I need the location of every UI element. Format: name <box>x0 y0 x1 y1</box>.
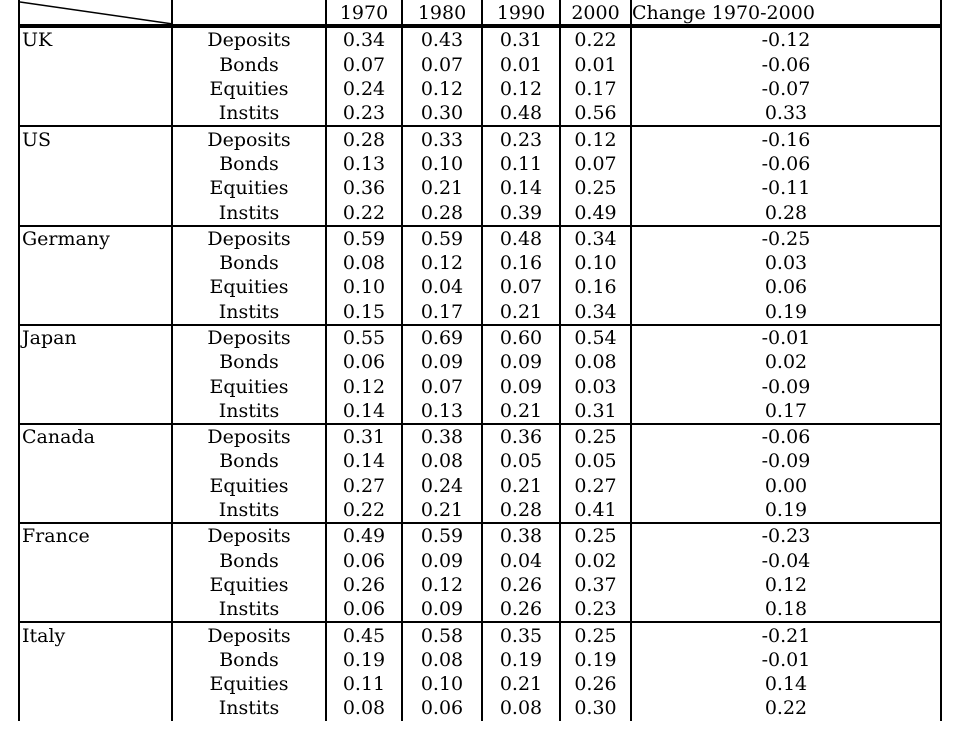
country-cell-empty <box>19 152 172 176</box>
value-cell: 0.33 <box>402 126 482 151</box>
category-cell: Instits <box>172 498 326 523</box>
value-cell: 0.59 <box>402 523 482 548</box>
country-cell-empty <box>19 77 172 101</box>
value-cell: 0.08 <box>482 696 560 720</box>
value-cell: 0.21 <box>482 399 560 424</box>
change-cell: 0.28 <box>631 200 941 225</box>
value-cell: 0.07 <box>402 53 482 77</box>
country-cell-empty <box>19 300 172 325</box>
value-cell: 0.49 <box>326 523 402 548</box>
value-cell: 0.25 <box>560 424 631 449</box>
category-cell: Deposits <box>172 622 326 647</box>
change-cell: 0.14 <box>631 672 941 696</box>
value-cell: 0.37 <box>560 573 631 597</box>
value-cell: 0.34 <box>560 226 631 251</box>
category-cell: Bonds <box>172 350 326 374</box>
category-cell: Deposits <box>172 523 326 548</box>
value-cell: 0.12 <box>402 573 482 597</box>
value-cell: 0.28 <box>482 498 560 523</box>
value-cell: 0.08 <box>326 251 402 275</box>
value-cell: 0.59 <box>326 226 402 251</box>
category-cell: Equities <box>172 77 326 101</box>
value-cell: 0.04 <box>402 275 482 299</box>
value-cell: 0.13 <box>402 399 482 424</box>
value-cell: 0.01 <box>482 53 560 77</box>
value-cell: 0.23 <box>326 101 402 126</box>
category-cell: Bonds <box>172 648 326 672</box>
value-cell: 0.17 <box>402 300 482 325</box>
value-cell: 0.21 <box>482 672 560 696</box>
category-cell: Instits <box>172 101 326 126</box>
change-cell: 0.18 <box>631 597 941 622</box>
value-cell: 0.01 <box>560 53 631 77</box>
value-cell: 0.08 <box>560 350 631 374</box>
table-row <box>19 696 941 720</box>
country-cell: Italy <box>19 622 172 647</box>
value-cell: 0.43 <box>402 26 482 52</box>
value-cell: 0.11 <box>326 672 402 696</box>
diagonal-corner-cell <box>19 0 172 26</box>
value-cell: 0.08 <box>402 449 482 473</box>
value-cell: 0.14 <box>326 449 402 473</box>
value-cell: 0.25 <box>560 622 631 647</box>
change-cell: 0.33 <box>631 101 941 126</box>
category-cell: Bonds <box>172 152 326 176</box>
table-row <box>19 374 941 398</box>
table-row <box>19 126 941 151</box>
value-cell: 0.07 <box>482 275 560 299</box>
country-cell: UK <box>19 26 172 52</box>
country-cell: Germany <box>19 226 172 251</box>
value-cell: 0.26 <box>482 597 560 622</box>
value-cell: 0.12 <box>402 251 482 275</box>
country-cell: US <box>19 126 172 151</box>
category-cell: Instits <box>172 300 326 325</box>
table-row <box>19 101 941 126</box>
change-cell: -0.06 <box>631 424 941 449</box>
table-row <box>19 622 941 647</box>
change-cell: -0.09 <box>631 374 941 398</box>
category-cell: Equities <box>172 176 326 200</box>
country-cell-empty <box>19 597 172 622</box>
header-row <box>19 0 941 26</box>
table-row <box>19 176 941 200</box>
country-cell-empty <box>19 449 172 473</box>
value-cell: 0.34 <box>326 26 402 52</box>
value-cell: 0.28 <box>326 126 402 151</box>
value-cell: 0.24 <box>402 474 482 498</box>
category-cell: Deposits <box>172 325 326 350</box>
value-cell: 0.21 <box>482 474 560 498</box>
change-cell: -0.16 <box>631 126 941 151</box>
value-cell: 0.41 <box>560 498 631 523</box>
value-cell: 0.03 <box>560 374 631 398</box>
value-cell: 0.26 <box>326 573 402 597</box>
value-cell: 0.56 <box>560 101 631 126</box>
value-cell: 0.48 <box>482 226 560 251</box>
category-cell: Instits <box>172 200 326 225</box>
value-cell: 0.13 <box>326 152 402 176</box>
change-cell: 0.22 <box>631 696 941 720</box>
category-cell: Deposits <box>172 26 326 52</box>
value-cell: 0.23 <box>560 597 631 622</box>
value-cell: 0.25 <box>560 523 631 548</box>
value-cell: 0.21 <box>482 300 560 325</box>
change-cell: -0.07 <box>631 77 941 101</box>
diagonal-line <box>20 0 173 26</box>
value-cell: 0.27 <box>560 474 631 498</box>
table-row <box>19 350 941 374</box>
value-cell: 0.06 <box>326 549 402 573</box>
country-cell-empty <box>19 549 172 573</box>
value-cell: 0.31 <box>326 424 402 449</box>
table-row <box>19 549 941 573</box>
value-cell: 0.07 <box>560 152 631 176</box>
country-cell-empty <box>19 101 172 126</box>
category-cell: Equities <box>172 374 326 398</box>
country-cell-empty <box>19 399 172 424</box>
country-cell-empty <box>19 275 172 299</box>
value-cell: 0.10 <box>560 251 631 275</box>
table-row <box>19 26 941 52</box>
table-row <box>19 597 941 622</box>
change-cell: -0.01 <box>631 648 941 672</box>
data-table-container <box>18 0 942 721</box>
category-cell: Equities <box>172 573 326 597</box>
category-cell: Bonds <box>172 549 326 573</box>
change-cell: 0.00 <box>631 474 941 498</box>
table-row <box>19 573 941 597</box>
value-cell: 0.08 <box>326 696 402 720</box>
value-cell: 0.19 <box>560 648 631 672</box>
change-cell: 0.03 <box>631 251 941 275</box>
category-cell: Equities <box>172 672 326 696</box>
value-cell: 0.35 <box>482 622 560 647</box>
table-row <box>19 152 941 176</box>
category-cell: Equities <box>172 275 326 299</box>
table-row <box>19 498 941 523</box>
change-cell: -0.04 <box>631 549 941 573</box>
value-cell: 0.19 <box>482 648 560 672</box>
value-cell: 0.14 <box>326 399 402 424</box>
category-header-cell <box>172 0 326 26</box>
country-cell-empty <box>19 696 172 720</box>
value-cell: 0.45 <box>326 622 402 647</box>
change-cell: -0.06 <box>631 53 941 77</box>
value-cell: 0.30 <box>560 696 631 720</box>
value-cell: 0.31 <box>482 26 560 52</box>
value-cell: 0.28 <box>402 200 482 225</box>
table-row <box>19 275 941 299</box>
value-cell: 0.10 <box>402 152 482 176</box>
country-cell-empty <box>19 498 172 523</box>
value-cell: 0.30 <box>402 101 482 126</box>
value-cell: 0.09 <box>402 549 482 573</box>
table-row <box>19 300 941 325</box>
header-year-2000: 2000 <box>560 0 631 26</box>
value-cell: 0.60 <box>482 325 560 350</box>
change-cell: 0.12 <box>631 573 941 597</box>
country-cell: Japan <box>19 325 172 350</box>
value-cell: 0.09 <box>482 374 560 398</box>
country-cell-empty <box>19 200 172 225</box>
value-cell: 0.06 <box>326 350 402 374</box>
value-cell: 0.22 <box>326 200 402 225</box>
category-cell: Deposits <box>172 226 326 251</box>
value-cell: 0.07 <box>402 374 482 398</box>
value-cell: 0.16 <box>482 251 560 275</box>
change-cell: -0.09 <box>631 449 941 473</box>
table-row <box>19 424 941 449</box>
country-cell-empty <box>19 53 172 77</box>
change-cell: 0.19 <box>631 498 941 523</box>
value-cell: 0.59 <box>402 226 482 251</box>
change-cell: -0.11 <box>631 176 941 200</box>
value-cell: 0.10 <box>326 275 402 299</box>
table-row <box>19 53 941 77</box>
category-cell: Instits <box>172 597 326 622</box>
value-cell: 0.39 <box>482 200 560 225</box>
change-cell: -0.23 <box>631 523 941 548</box>
value-cell: 0.08 <box>402 648 482 672</box>
table-row <box>19 226 941 251</box>
table-row <box>19 251 941 275</box>
country-cell-empty <box>19 573 172 597</box>
value-cell: 0.19 <box>326 648 402 672</box>
table-row <box>19 474 941 498</box>
value-cell: 0.21 <box>402 176 482 200</box>
change-cell: -0.12 <box>631 26 941 52</box>
value-cell: 0.22 <box>326 498 402 523</box>
category-cell: Instits <box>172 696 326 720</box>
value-cell: 0.11 <box>482 152 560 176</box>
category-cell: Bonds <box>172 449 326 473</box>
value-cell: 0.49 <box>560 200 631 225</box>
category-cell: Deposits <box>172 424 326 449</box>
value-cell: 0.55 <box>326 325 402 350</box>
category-cell: Deposits <box>172 126 326 151</box>
asset-share-table <box>18 0 942 721</box>
value-cell: 0.36 <box>326 176 402 200</box>
change-cell: -0.01 <box>631 325 941 350</box>
value-cell: 0.31 <box>560 399 631 424</box>
country-cell-empty <box>19 374 172 398</box>
country-cell-empty <box>19 474 172 498</box>
table-row <box>19 648 941 672</box>
value-cell: 0.26 <box>482 573 560 597</box>
value-cell: 0.12 <box>402 77 482 101</box>
category-cell: Instits <box>172 399 326 424</box>
value-cell: 0.26 <box>560 672 631 696</box>
value-cell: 0.38 <box>482 523 560 548</box>
country-cell: France <box>19 523 172 548</box>
value-cell: 0.69 <box>402 325 482 350</box>
value-cell: 0.58 <box>402 622 482 647</box>
value-cell: 0.21 <box>402 498 482 523</box>
change-cell: -0.21 <box>631 622 941 647</box>
change-cell: 0.06 <box>631 275 941 299</box>
value-cell: 0.14 <box>482 176 560 200</box>
country-cell-empty <box>19 648 172 672</box>
value-cell: 0.24 <box>326 77 402 101</box>
country-cell: Canada <box>19 424 172 449</box>
category-cell: Equities <box>172 474 326 498</box>
value-cell: 0.12 <box>326 374 402 398</box>
country-cell-empty <box>19 176 172 200</box>
header-change: Change 1970-2000 <box>631 0 941 26</box>
change-cell: -0.06 <box>631 152 941 176</box>
value-cell: 0.07 <box>326 53 402 77</box>
header-year-1990: 1990 <box>482 0 560 26</box>
value-cell: 0.09 <box>402 597 482 622</box>
table-row <box>19 77 941 101</box>
header-year-1970: 1970 <box>326 0 402 26</box>
value-cell: 0.54 <box>560 325 631 350</box>
value-cell: 0.05 <box>482 449 560 473</box>
value-cell: 0.06 <box>402 696 482 720</box>
table-row <box>19 672 941 696</box>
value-cell: 0.16 <box>560 275 631 299</box>
value-cell: 0.10 <box>402 672 482 696</box>
country-cell-empty <box>19 350 172 374</box>
change-cell: 0.17 <box>631 399 941 424</box>
value-cell: 0.23 <box>482 126 560 151</box>
value-cell: 0.02 <box>560 549 631 573</box>
header-year-1980: 1980 <box>402 0 482 26</box>
change-cell: -0.25 <box>631 226 941 251</box>
category-cell: Bonds <box>172 251 326 275</box>
value-cell: 0.12 <box>482 77 560 101</box>
value-cell: 0.04 <box>482 549 560 573</box>
value-cell: 0.09 <box>482 350 560 374</box>
value-cell: 0.48 <box>482 101 560 126</box>
value-cell: 0.34 <box>560 300 631 325</box>
country-cell-empty <box>19 251 172 275</box>
value-cell: 0.22 <box>560 26 631 52</box>
table-row <box>19 449 941 473</box>
value-cell: 0.09 <box>402 350 482 374</box>
value-cell: 0.38 <box>402 424 482 449</box>
value-cell: 0.17 <box>560 77 631 101</box>
change-cell: 0.19 <box>631 300 941 325</box>
value-cell: 0.27 <box>326 474 402 498</box>
value-cell: 0.05 <box>560 449 631 473</box>
value-cell: 0.36 <box>482 424 560 449</box>
table-row <box>19 325 941 350</box>
table-row <box>19 399 941 424</box>
table-body <box>19 26 941 720</box>
change-cell: 0.02 <box>631 350 941 374</box>
table-row <box>19 200 941 225</box>
value-cell: 0.15 <box>326 300 402 325</box>
category-cell: Bonds <box>172 53 326 77</box>
country-cell-empty <box>19 672 172 696</box>
value-cell: 0.25 <box>560 176 631 200</box>
value-cell: 0.12 <box>560 126 631 151</box>
table-row <box>19 523 941 548</box>
value-cell: 0.06 <box>326 597 402 622</box>
